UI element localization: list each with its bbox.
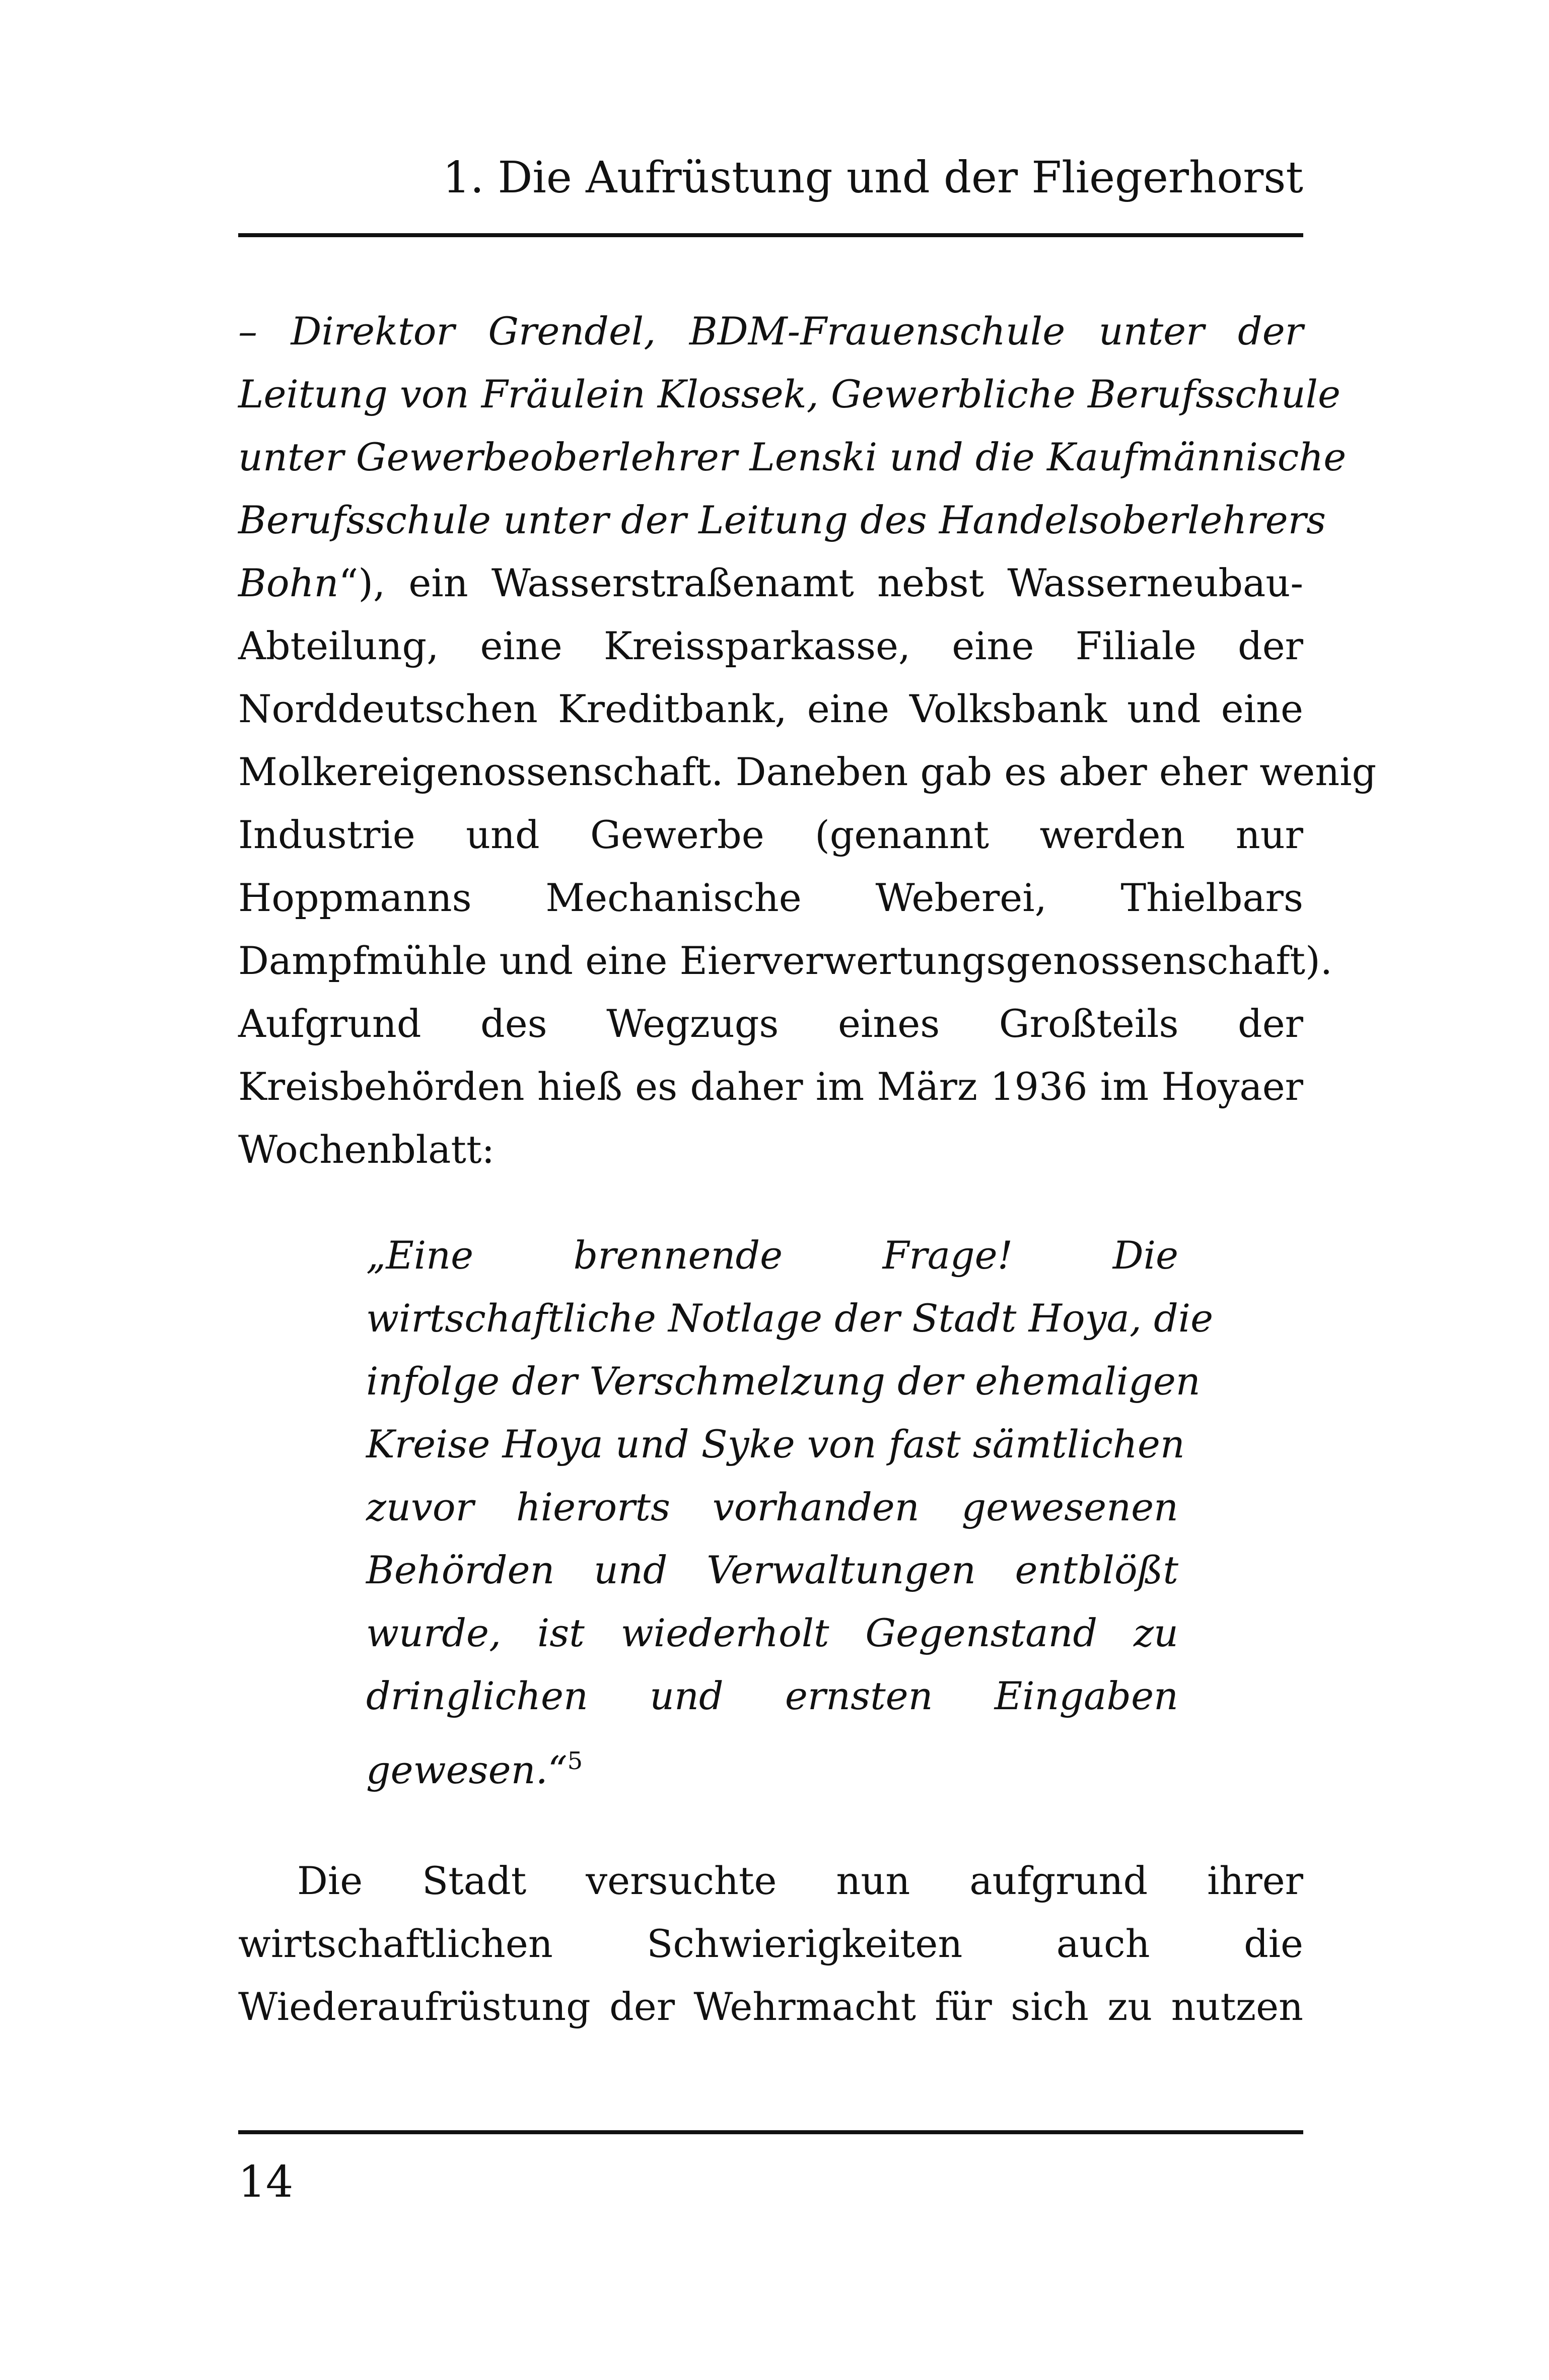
text-line: Aufgrund des Wegzugs eines Großteils der — [238, 1001, 1303, 1046]
quote-line: wurde, ist wiederholt Gegenstand zu — [366, 1611, 1178, 1655]
footnote-reference[interactable]: 5 — [567, 1747, 583, 1775]
text-line: wirtschaftlichen Schwierigkeiten auch die — [238, 1921, 1303, 1966]
text-line: Leitung von Fräulein Klossek, Gewerbliche Berufsschule — [238, 372, 1341, 416]
quote-last-text: gewesen.“ — [366, 1747, 568, 1792]
quote-line: zuvor hierorts vorhanden gewesenen — [366, 1485, 1178, 1529]
block-quote — [366, 1224, 1214, 1801]
quote-line: Behörden und Verwaltungen entblößt — [366, 1548, 1178, 1592]
text-line: Abteilung, eine Kreissparkasse, eine Filiale der — [238, 623, 1303, 668]
quote-line — [366, 1738, 1178, 1801]
text-line: Die Stadt versuchte nun aufgrund ihrer — [297, 1858, 1303, 1903]
quote-line: dringlichen und ernsten Eingaben — [366, 1673, 1178, 1718]
text-line: – Direktor Grendel, BDM-Frauenschule unter der — [238, 309, 1303, 354]
quote-line: infolge der Verschmelzung der ehemaligen — [366, 1359, 1201, 1404]
text-line — [238, 551, 1303, 614]
header-rule — [238, 233, 1303, 237]
quote-line: Kreise Hoya und Syke von fast sämtlichen — [366, 1422, 1185, 1466]
text-line: Norddeutschen Kreditbank, eine Volksbank und eine — [238, 686, 1303, 731]
text-line: Wiederaufrüstung der Wehrmacht für sich zu nutzen — [238, 1984, 1303, 2029]
running-head-title: 1. Die Aufrüstung und der Fliegerhorst — [443, 153, 1303, 203]
text-line: Dampfmühle und eine Eierverwertungsgenossenschaft). — [238, 938, 1332, 983]
paragraph-2 — [238, 1849, 1303, 2038]
text-line: Industrie und Gewerbe (genannt werden nur — [238, 812, 1303, 857]
text-line-italic-part: Bohn — [238, 561, 339, 605]
text-line: Hoppmanns Mechanische Weberei, Thielbars — [238, 875, 1303, 920]
paragraph-1 — [238, 300, 1377, 1181]
text-line: Berufsschule unter der Leitung des Handelsoberlehrers — [238, 498, 1326, 542]
text-line: unter Gewerbeoberlehrer Lenski und die Kaufmännische — [238, 435, 1347, 479]
quote-line: wirtschaftliche Notlage der Stadt Hoya, die — [366, 1296, 1214, 1341]
text-line: Molkereigenossenschaft. Daneben gab es aber eher wenig — [238, 749, 1377, 794]
text-line-roman-part: “), ein Wasserstraßenamt nebst Wasserneubau- — [338, 561, 1303, 605]
text-line: Kreisbehörden hieß es daher im März 1936 im Hoyaer — [238, 1064, 1303, 1109]
text-line: Wochenblatt: — [238, 1127, 495, 1172]
quote-line: „Eine brennende Frage! Die — [366, 1233, 1178, 1278]
page-number: 14 — [238, 2157, 294, 2207]
footer-rule — [238, 2130, 1303, 2134]
